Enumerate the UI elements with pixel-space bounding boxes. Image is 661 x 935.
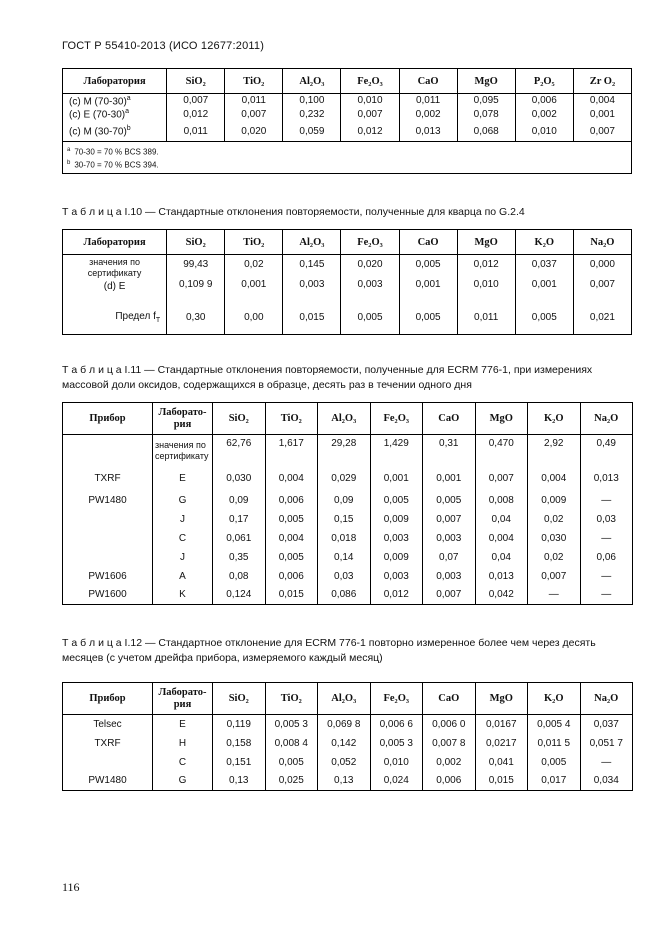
table-cell: 0,061 xyxy=(213,529,266,548)
column-header: K₂O xyxy=(515,230,573,255)
table-cell: 0,034 xyxy=(580,772,633,791)
footnote xyxy=(67,145,627,158)
lab-cell: H xyxy=(153,734,213,753)
device-cell: PW1606 xyxy=(63,567,153,586)
certificate-value: 0,020 xyxy=(357,259,383,270)
table-cell: 0,06 xyxy=(580,548,633,567)
e-value: 0,010 xyxy=(473,279,499,290)
table-cell: 0,142 xyxy=(318,734,371,753)
device-cell xyxy=(63,548,153,567)
table-cell: 0,002 xyxy=(423,753,476,772)
table-cell: 0,010 xyxy=(370,753,423,772)
e-value: 0,001 xyxy=(415,279,441,290)
limit-label: Предел f xyxy=(115,310,156,322)
table-cell: 0,09 xyxy=(213,491,266,510)
table-row xyxy=(63,467,633,491)
column-header: TiO₂ xyxy=(265,683,318,715)
e-value: 0,109 9 xyxy=(179,279,213,290)
table-cell: 0,007 xyxy=(423,586,476,605)
column-header: SiO₂ xyxy=(167,69,225,94)
table-cell xyxy=(283,255,341,301)
table-cell: 0,010 xyxy=(341,94,399,108)
column-header: Лаборатория xyxy=(63,69,167,94)
table-row xyxy=(63,567,633,586)
table-cell: 0,31 xyxy=(423,435,476,467)
table-cell: 0,024 xyxy=(370,772,423,791)
table-10 xyxy=(62,229,632,335)
device-cell: PW1480 xyxy=(63,491,153,510)
table-cell: 0,009 xyxy=(370,548,423,567)
column-header: Zr O₂ xyxy=(573,69,631,94)
table-row xyxy=(63,108,632,122)
row-label xyxy=(63,255,167,301)
column-header: CaO xyxy=(423,683,476,715)
table-cell: 0,08 xyxy=(213,567,266,586)
table-cell: 0,011 xyxy=(225,94,283,108)
column-header: CaO xyxy=(399,230,457,255)
table-cell: — xyxy=(580,491,633,510)
column-header: SiO₂ xyxy=(167,230,225,255)
footnote-text: 30-70 = 70 % BCS 394. xyxy=(74,160,159,170)
table-cell: 0,004 xyxy=(528,467,581,491)
oxide-table-1 xyxy=(62,68,632,174)
table-cell: 0,015 xyxy=(265,586,318,605)
table-cell: 0,005 xyxy=(341,301,399,335)
table-cell: 0,006 6 xyxy=(370,715,423,734)
table-cell: 0,015 xyxy=(475,772,528,791)
table-cell: — xyxy=(528,586,581,605)
table-cell: 0,020 xyxy=(225,122,283,142)
table-cell: 0,35 xyxy=(213,548,266,567)
column-header: SiO₂ xyxy=(213,683,266,715)
table-cell: 0,005 xyxy=(370,491,423,510)
table-cell: 0,007 xyxy=(573,122,631,142)
table-row xyxy=(63,122,632,142)
table-cell xyxy=(573,255,631,301)
table-cell: 0,051 7 xyxy=(580,734,633,753)
table-cell: 0,041 xyxy=(475,753,528,772)
table-row xyxy=(63,772,633,791)
certificate-row xyxy=(63,435,633,467)
table-cell: — xyxy=(580,586,633,605)
table-cell: 0,003 xyxy=(423,567,476,586)
lab-cell: C xyxy=(153,529,213,548)
table-cell: 0,470 xyxy=(475,435,528,467)
table-row xyxy=(63,753,633,772)
table-cell: 0,005 xyxy=(399,301,457,335)
table-cell: 0,13 xyxy=(318,772,371,791)
device-cell: PW1480 xyxy=(63,772,153,791)
table-cell: 0,013 xyxy=(475,567,528,586)
table-cell: 0,003 xyxy=(423,529,476,548)
table-cell: 0,02 xyxy=(528,510,581,529)
table-cell: 1,429 xyxy=(370,435,423,467)
column-header: Лаборато-рия xyxy=(153,403,213,435)
table-row xyxy=(63,529,633,548)
table-cell: — xyxy=(580,567,633,586)
page-number: 116 xyxy=(62,880,80,894)
table-10-caption: Т а б л и ц а I.10 — Стандартные отклонения повторяемости, полученные для кварца по G.2.4 xyxy=(62,206,525,218)
table-cell xyxy=(515,255,573,301)
table-cell: 0,030 xyxy=(213,467,266,491)
table-cell: 0,003 xyxy=(370,529,423,548)
column-header: Al₂O₃ xyxy=(283,69,341,94)
table-cell xyxy=(399,255,457,301)
row-label xyxy=(63,94,167,108)
table-11 xyxy=(62,402,633,605)
table-cell: 0,012 xyxy=(167,108,225,122)
footnote-mark: b xyxy=(126,125,131,133)
table-cell: 0,007 xyxy=(423,510,476,529)
table-row xyxy=(63,491,633,510)
column-header: Al₂O₃ xyxy=(318,403,371,435)
table-cell: 0,04 xyxy=(475,510,528,529)
column-header: MgO xyxy=(457,69,515,94)
table-cell: 0,029 xyxy=(318,467,371,491)
table-cell: 0,004 xyxy=(265,529,318,548)
table-cell xyxy=(167,255,225,301)
table-cell: 0,078 xyxy=(457,108,515,122)
certificate-value: 0,012 xyxy=(473,259,499,270)
table-cell: 0,069 8 xyxy=(318,715,371,734)
table-cell: 0,001 xyxy=(370,467,423,491)
column-header: Лаборато-рия xyxy=(153,683,213,715)
certificate-value: 99,43 xyxy=(183,259,209,270)
table-cell: 0,052 xyxy=(318,753,371,772)
e-value: 0,003 xyxy=(357,279,383,290)
table-12-caption: Т а б л и ц а I.12 — Стандартное отклонение для ECRM 776-1 повторно измеренное более чем через десять месяцев (с учетом дрейфа прибора, измеряемого каждый месяц) xyxy=(62,637,596,664)
footnote-mark: a xyxy=(125,108,130,116)
table-cell: 0,03 xyxy=(580,510,633,529)
table-row xyxy=(63,255,632,301)
table-footnotes xyxy=(63,142,632,174)
column-header: Прибор xyxy=(63,683,153,715)
table-cell: 0,005 3 xyxy=(265,715,318,734)
table-cell: 0,0217 xyxy=(475,734,528,753)
table-cell: 0,49 xyxy=(580,435,633,467)
device-cell: PW1600 xyxy=(63,586,153,605)
footnote-mark: a xyxy=(126,94,131,102)
table-cell: 0,095 xyxy=(457,94,515,108)
table-cell: 0,007 xyxy=(225,108,283,122)
table-cell: 62,76 xyxy=(213,435,266,467)
footnote-row xyxy=(63,142,632,174)
e-value: 0,001 xyxy=(531,279,557,290)
column-header: Al₂O₃ xyxy=(283,230,341,255)
table-cell: 29,28 xyxy=(318,435,371,467)
certificate-value: 0,037 xyxy=(531,259,557,270)
certificate-label: значения по сертификату xyxy=(153,435,213,467)
device-cell xyxy=(63,435,153,467)
certificate-value: 0,145 xyxy=(299,259,325,270)
column-header: K₂O xyxy=(528,683,581,715)
table-cell: 0,011 xyxy=(399,94,457,108)
table-cell: 0,001 xyxy=(573,108,631,122)
table-cell: 0,001 xyxy=(423,467,476,491)
lab-cell: G xyxy=(153,491,213,510)
column-header: MgO xyxy=(475,683,528,715)
table-cell: 0,013 xyxy=(580,467,633,491)
table-cell xyxy=(457,255,515,301)
table-cell: 0,09 xyxy=(318,491,371,510)
e-value: 0,007 xyxy=(589,279,615,290)
table-cell: 0,30 xyxy=(167,301,225,335)
table-cell: 0,007 xyxy=(167,94,225,108)
column-header: TiO₂ xyxy=(225,230,283,255)
column-header: Лаборатория xyxy=(63,230,167,255)
table-cell: 0,042 xyxy=(475,586,528,605)
column-header: Al₂O₃ xyxy=(318,683,371,715)
table-cell: 0,158 xyxy=(213,734,266,753)
table-cell: 0,04 xyxy=(475,548,528,567)
table-cell: 0,008 xyxy=(475,491,528,510)
table-cell: 0,005 xyxy=(265,510,318,529)
lab-cell: A xyxy=(153,567,213,586)
lab-e-label: (d) E xyxy=(103,281,126,292)
column-header: Прибор xyxy=(63,403,153,435)
column-header: Na₂O xyxy=(580,683,633,715)
column-header: Na₂O xyxy=(580,403,633,435)
table-cell: 0,009 xyxy=(528,491,581,510)
e-value: 0,003 xyxy=(299,279,325,290)
table-cell: 0,006 0 xyxy=(423,715,476,734)
device-cell xyxy=(63,529,153,548)
table-cell: 0,068 xyxy=(457,122,515,142)
column-header: MgO xyxy=(475,403,528,435)
table-cell: 0,009 xyxy=(370,510,423,529)
table-cell: 0,100 xyxy=(283,94,341,108)
table-cell: 0,005 4 xyxy=(528,715,581,734)
table-cell: 0,02 xyxy=(528,548,581,567)
table-cell: 0,005 xyxy=(265,548,318,567)
table-cell: 0,15 xyxy=(318,510,371,529)
column-header: SiO₂ xyxy=(213,403,266,435)
table-cell: 0,006 xyxy=(265,491,318,510)
column-header: Fe₂O₃ xyxy=(341,230,399,255)
table-cell: 0,13 xyxy=(213,772,266,791)
table-cell: 0,005 xyxy=(423,491,476,510)
table-cell: 0,005 xyxy=(265,753,318,772)
device-cell: Telsec xyxy=(63,715,153,734)
table-12 xyxy=(62,682,633,791)
table-cell: 0,00 xyxy=(225,301,283,335)
table-cell: 0,086 xyxy=(318,586,371,605)
footnote-text: 70-30 = 70 % BCS 389. xyxy=(74,147,159,157)
table-row xyxy=(63,510,633,529)
table-cell xyxy=(225,255,283,301)
limit-row xyxy=(63,301,632,335)
table-cell: 0,004 xyxy=(265,467,318,491)
table-row xyxy=(63,734,633,753)
column-header: Na₂O xyxy=(573,230,631,255)
row-label xyxy=(63,108,167,122)
row-label-text: (с) M (30-70) xyxy=(69,126,127,138)
table-row xyxy=(63,94,632,108)
table-cell: 0,07 xyxy=(423,548,476,567)
certificate-value: 0,02 xyxy=(244,259,264,270)
document-header: ГОСТ Р 55410-2013 (ИСО 12677:2011) xyxy=(62,40,265,52)
table-cell: 0,021 xyxy=(573,301,631,335)
column-header: P₂O₅ xyxy=(515,69,573,94)
column-header: MgO xyxy=(457,230,515,255)
table-cell: 0,14 xyxy=(318,548,371,567)
table-cell: 0,011 xyxy=(457,301,515,335)
table-row xyxy=(63,715,633,734)
table-cell: 0,011 xyxy=(167,122,225,142)
table-cell: 0,012 xyxy=(370,586,423,605)
table-cell: 0,004 xyxy=(573,94,631,108)
table-cell: 0,007 xyxy=(341,108,399,122)
table-cell: 0,17 xyxy=(213,510,266,529)
column-header: CaO xyxy=(423,403,476,435)
table-cell: 0,006 xyxy=(423,772,476,791)
table-cell xyxy=(341,255,399,301)
limit-subscript: T xyxy=(155,316,161,324)
table-row xyxy=(63,586,633,605)
table-cell: — xyxy=(580,753,633,772)
table-cell: 0,006 xyxy=(265,567,318,586)
lab-cell: J xyxy=(153,548,213,567)
row-label xyxy=(63,301,167,335)
device-cell xyxy=(63,510,153,529)
table-cell: 0,059 xyxy=(283,122,341,142)
row-label xyxy=(63,122,167,142)
table-cell: 0,002 xyxy=(399,108,457,122)
table-cell: 0,010 xyxy=(515,122,573,142)
footnote-mark: a xyxy=(67,147,71,153)
table-cell: 0,03 xyxy=(318,567,371,586)
table-cell: 0,012 xyxy=(341,122,399,142)
column-header: TiO₂ xyxy=(265,403,318,435)
table-cell: 0,124 xyxy=(213,586,266,605)
table-cell: 0,007 8 xyxy=(423,734,476,753)
device-cell xyxy=(63,753,153,772)
lab-cell: C xyxy=(153,753,213,772)
table-cell: 0,011 5 xyxy=(528,734,581,753)
table-cell: 0,007 xyxy=(475,467,528,491)
device-cell: TXRF xyxy=(63,467,153,491)
lab-cell: G xyxy=(153,772,213,791)
lab-cell: J xyxy=(153,510,213,529)
column-header: Fe₂O₃ xyxy=(370,683,423,715)
column-header: Fe₂O₃ xyxy=(370,403,423,435)
table-cell: 0,017 xyxy=(528,772,581,791)
table-cell: 0,232 xyxy=(283,108,341,122)
table-cell: 0,005 xyxy=(528,753,581,772)
table-cell: 0,007 xyxy=(528,567,581,586)
column-header: K₂O xyxy=(528,403,581,435)
footnote-mark: b xyxy=(67,159,71,166)
table-cell: 0,005 3 xyxy=(370,734,423,753)
row-label-text: (с) M (70-30) xyxy=(69,95,127,107)
table-cell: — xyxy=(580,529,633,548)
column-header: Fe₂O₃ xyxy=(341,69,399,94)
lab-cell: E xyxy=(153,715,213,734)
table-cell: 0,119 xyxy=(213,715,266,734)
table-cell: 0,006 xyxy=(515,94,573,108)
certificate-value: 0,000 xyxy=(589,259,615,270)
table-cell: 0,002 xyxy=(515,108,573,122)
e-value: 0,001 xyxy=(241,279,267,290)
table-cell: 1,617 xyxy=(265,435,318,467)
table-cell: 0,037 xyxy=(580,715,633,734)
table-cell: 2,92 xyxy=(528,435,581,467)
row-label-text: (с) E (70-30) xyxy=(69,109,126,121)
certificate-label: значения по сертификату xyxy=(87,257,142,278)
device-cell: TXRF xyxy=(63,734,153,753)
table-cell: 0,015 xyxy=(283,301,341,335)
table-row xyxy=(63,548,633,567)
table-cell: 0,004 xyxy=(475,529,528,548)
table-cell: 0,008 4 xyxy=(265,734,318,753)
table-cell: 0,025 xyxy=(265,772,318,791)
column-header: TiO₂ xyxy=(225,69,283,94)
certificate-value: 0,005 xyxy=(415,259,441,270)
lab-cell: E xyxy=(153,467,213,491)
footnote xyxy=(67,158,627,171)
table-cell: 0,013 xyxy=(399,122,457,142)
column-header: CaO xyxy=(399,69,457,94)
table-cell: 0,030 xyxy=(528,529,581,548)
table-cell: 0,0167 xyxy=(475,715,528,734)
lab-cell: K xyxy=(153,586,213,605)
table-11-caption: Т а б л и ц а I.11 — Стандартные отклонения повторяемости, полученные для ECRM 776-1, при измерениях массовой доли оксидов, содержащихся в образце, десять раз в течении одного дня xyxy=(62,364,593,391)
table-cell: 0,005 xyxy=(515,301,573,335)
table-cell: 0,151 xyxy=(213,753,266,772)
table-cell: 0,003 xyxy=(370,567,423,586)
table-cell: 0,018 xyxy=(318,529,371,548)
